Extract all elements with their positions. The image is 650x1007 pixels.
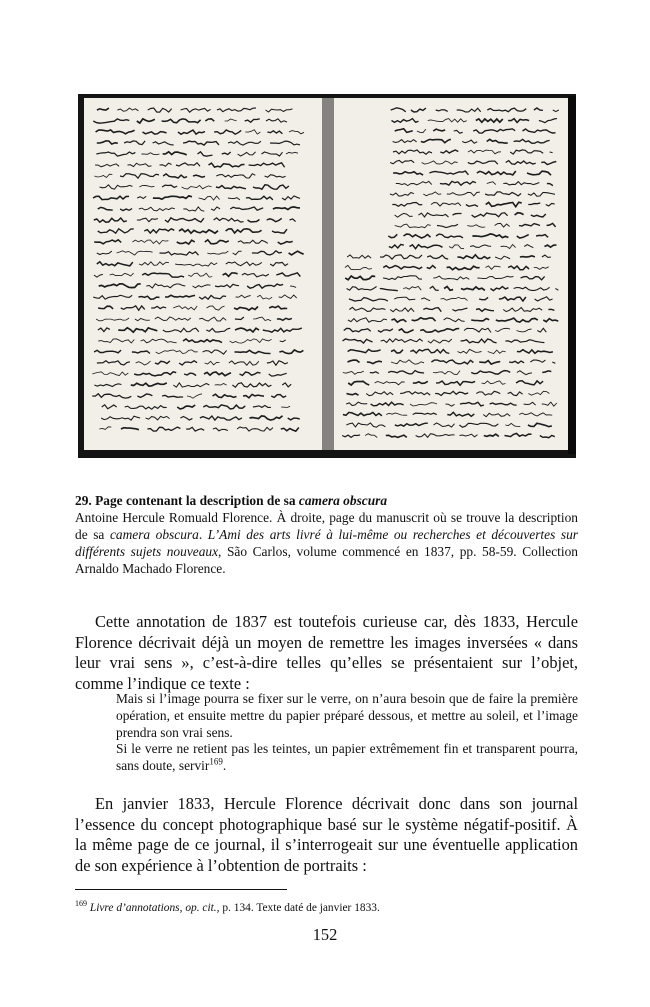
quote-2: Si le verre ne retient pas les teintes, un papier extrêmement fin et transparent pourra, sans doute, servir$^{169}$.	[116, 741, 578, 773]
footnote: $^{169}$ Livre d’annotations, op. cit., p. 134. Texte daté de janvier 1833.	[75, 899, 380, 914]
gutter-shadow	[322, 98, 334, 450]
right-page	[328, 98, 568, 450]
manuscript-notebook-illustration	[78, 94, 576, 458]
paragraph-1: Cette annotation de 1837 est toutefois curieuse car, dès 1833, Hercule Florence décrivait déjà un moyen de remettre les images inversées « dans leur vrai sens », c’est-à-dire telles qu’elles se présentaient sur l’objet, comme l’indique ce texte :	[75, 612, 578, 693]
footnote-rule	[75, 889, 287, 890]
paragraph-2: En janvier 1833, Hercule Florence décrivait donc dans son journal l’essence du concept photographique basé sur le système négatif-positif. À la même page de ce journal, il s’interrogeait sur une éventuelle application de son expérience à l’obtention de portraits :	[75, 794, 578, 875]
page-number: 152	[312, 925, 338, 944]
page-edges	[568, 96, 576, 454]
quote-1: Mais si l’image pourra se fixer sur le verre, on n’aura besoin que de faire la première opération, et ensuite mettre du papier préparé dessous, et mettre au soleil, et l’image prendra son vrai sens.	[116, 691, 578, 740]
footnote-ref[interactable]: 169	[209, 756, 223, 767]
figure-caption	[75, 492, 578, 577]
caption-title: 29. Page contenant la description de sa camera obscura	[75, 493, 388, 508]
caption-text: Antoine Hercule Romuald Florence. À droite, page du manuscrit où se trouve la description de sa camera obscura. L’Ami des arts livré à lui-même ou recherches et découvertes sur différents sujets nouveaux, São Carlos, volume commencé en 1837, pp. 58-59. Collection Arnaldo Machado Florence.	[75, 510, 578, 576]
handwriting-stroke	[550, 152, 553, 153]
manuscript-photo	[78, 94, 576, 458]
